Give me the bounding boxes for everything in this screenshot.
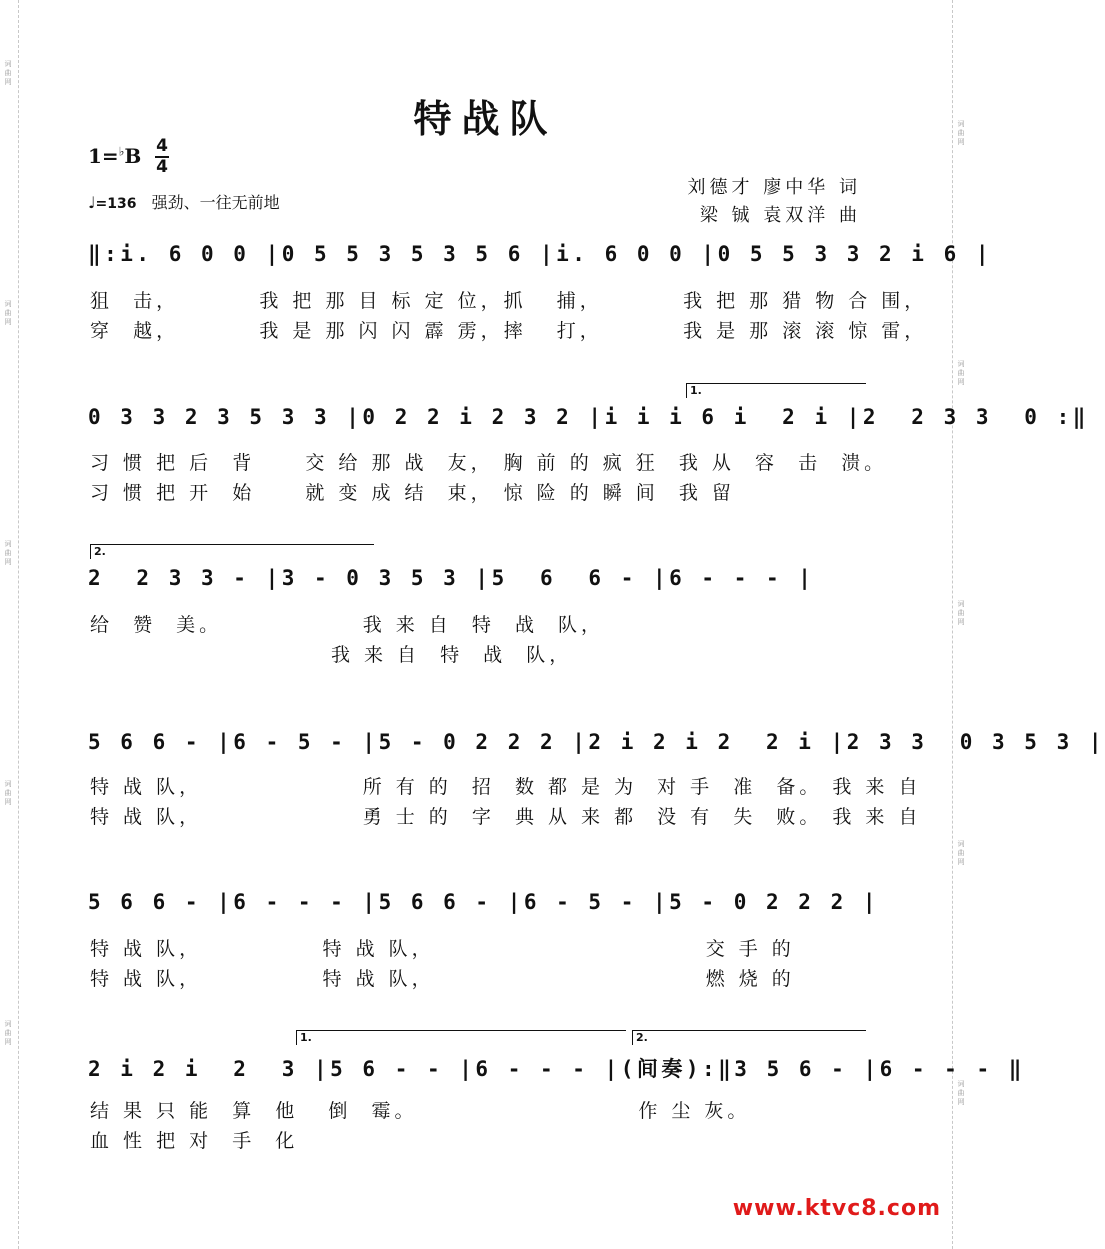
song-title: 特战队 [413,97,558,141]
notation-line: 2 2 3 3 - |3 - 0 3 5 3 |5 6 6 - |6 - - - | [88,566,815,590]
watermark: 词曲网 [957,600,965,626]
lyricist: 刘德才 廖中华 词 [687,177,861,198]
lyric-line: 特 战 队， 勇 士 的 字 典 从 来 都 没 有 失 败。 我 来 自 [90,806,922,828]
lyric-line: 结 果 只 能 算 他 倒 霉。 作 尘 灰。 [90,1100,751,1122]
flat-sign: ♭ [118,144,125,159]
lyric-line: 特 战 队， 特 战 队， 交 手 的 [90,938,795,960]
key-signature [88,144,141,168]
lyric-line: 特 战 队， 特 战 队， 燃 烧 的 [90,968,795,990]
volta-bracket: 1. [686,383,866,398]
watermark: 词曲网 [957,1080,965,1106]
watermark: 词曲网 [957,360,965,386]
key-prefix: 1= [88,144,119,168]
left-margin-strip [0,0,19,1249]
watermark: 词曲网 [957,840,965,866]
notation-line: 5 6 6 - |6 - 5 - |5 - 0 2 2 2 |2 i 2 i 2 2 i |2 3 3 0 3 5 3 | [88,730,1105,754]
lyric-line: 穿 越， 我 是 那 闪 闪 霹 雳，摔 打， 我 是 那 滚 滚 惊 雷， [90,320,928,342]
tempo-value: =136 [95,196,137,212]
notation-line: 5 6 6 - |6 - - - |5 6 6 - |6 - 5 - |5 - 0 2 2 2 | [88,890,880,914]
time-signature [155,138,169,176]
watermark: 词曲网 [4,540,12,566]
credits [688,174,861,230]
lyric-line: 狙 击， 我 把 那 目 标 定 位，抓 捕， 我 把 那 猎 物 合 围， [90,290,928,312]
lyric-line: 血 性 把 对 手 化 [90,1130,299,1152]
expression-text: 强劲、一往无前地 [151,193,280,212]
lyric-line: 给 赞 美。 我 来 自 特 战 队， [90,614,605,636]
notation-line: 2 i 2 i 2 3 |5 6 - - |6 - - - |(间奏):‖3 5 6 - |6 - - - ‖ [88,1057,1025,1081]
notation-line: ‖:i. 6 0 0 |0 5 5 3 5 3 5 6 |i. 6 0 0 |0 5 5 3 3 2 i 6 | [88,242,993,266]
key-note: B [124,144,142,168]
lyric-line: 特 战 队， 所 有 的 招 数 都 是 为 对 手 准 备。 我 来 自 [90,776,922,798]
volta-bracket: 1. [296,1030,626,1045]
watermark: 词曲网 [4,60,12,86]
time-top: 4 [156,136,168,156]
watermark: 词曲网 [957,120,965,146]
composer: 梁 铖 袁双洋 曲 [699,205,861,226]
lyric-line: 习 惯 把 开 始 就 变 成 结 束， 惊 险 的 瞬 间 我 留 [90,482,735,504]
quarter-note-icon: ♩ [88,193,96,212]
watermark: 词曲网 [4,300,12,326]
volta-bracket: 2. [632,1030,866,1045]
site-watermark [733,1196,941,1221]
lyric-line: 习 惯 把 后 背 交 给 那 战 友， 胸 前 的 疯 狂 我 从 容 击 溃。 [90,452,888,474]
tempo-marking [88,190,280,213]
time-bottom: 4 [156,157,168,177]
lyric-line: 我 来 自 特 战 队， [90,644,573,666]
watermark: 词曲网 [4,1020,12,1046]
volta-bracket: 2. [90,544,374,559]
site-url: www.ktvc8.com [732,1196,941,1221]
notation-line: 0 3 3 2 3 5 3 3 |0 2 2 i 2 3 2 |i i i 6 i 2 i |2 2 3 3 0 :‖ [88,405,1089,429]
watermark: 词曲网 [4,780,12,806]
